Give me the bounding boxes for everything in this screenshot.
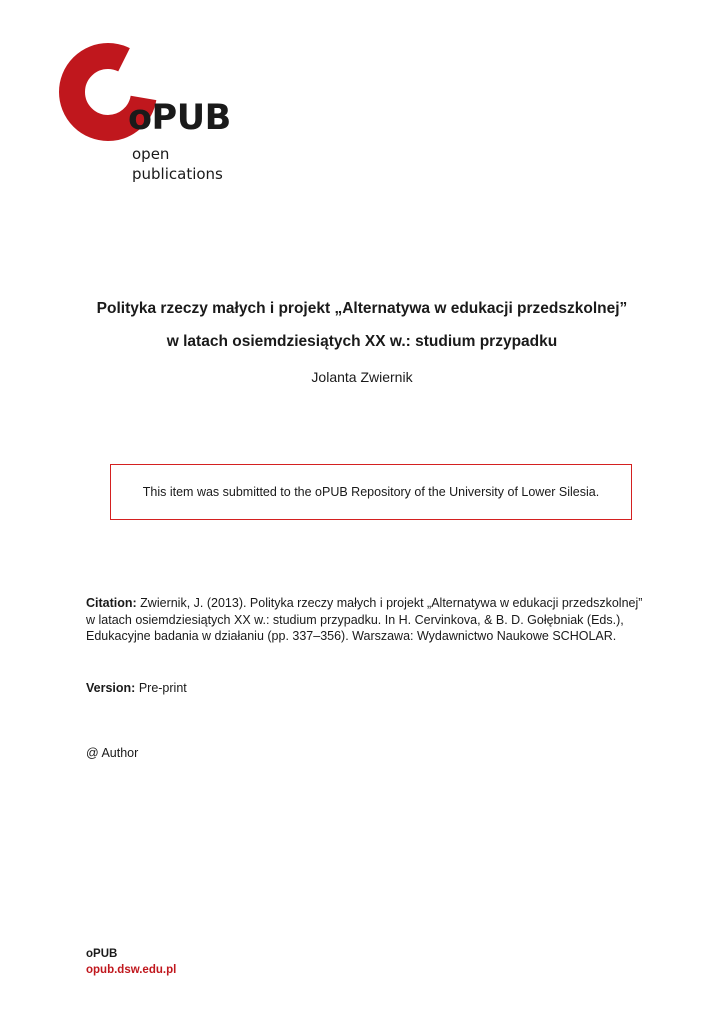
author-name: Jolanta Zwiernik xyxy=(311,369,413,385)
logo-subtitle-publications: publications xyxy=(132,165,223,183)
version-value: Pre-print xyxy=(138,681,187,695)
logo-wordmark: oPUB xyxy=(128,98,231,138)
repository-notice-text: This item was submitted to the oPUB Repository of the University of Lower Silesia. xyxy=(142,485,600,499)
footer-brand: oPUB xyxy=(86,948,118,960)
citation-text: Zwiernik, J. (2013). Polityka rzeczy małych i projekt „Alternatywa w edukacji przedszkolnej” w latach osiemdziesiątych XX w.: studium przypadku. In H. Cervinkova, & B. D. Gołębniak (Eds.), Edukacyjne badania w działaniu (pp. 337–356). Warszawa: Wydawnictwo Naukowe SCHOLAR. xyxy=(86,596,643,643)
logo-subtitle-open: open xyxy=(132,145,170,163)
repository-notice-box xyxy=(110,464,632,520)
document-title-line1: Polityka rzeczy małych i projekt „Alternatywa w edukacji przedszkolnej” xyxy=(96,300,628,317)
citation-label: Citation: xyxy=(86,596,137,610)
opub-logo xyxy=(56,40,256,190)
citation-block xyxy=(86,595,646,645)
version-label: Version: xyxy=(86,681,136,695)
version-block xyxy=(86,681,187,695)
document-title-line2: w latach osiemdziesiątych XX w.: studium przypadku xyxy=(166,333,558,350)
footer-repository-link[interactable]: opub.dsw.edu.pl xyxy=(86,964,177,976)
copyright-note: @ Author xyxy=(86,746,139,760)
